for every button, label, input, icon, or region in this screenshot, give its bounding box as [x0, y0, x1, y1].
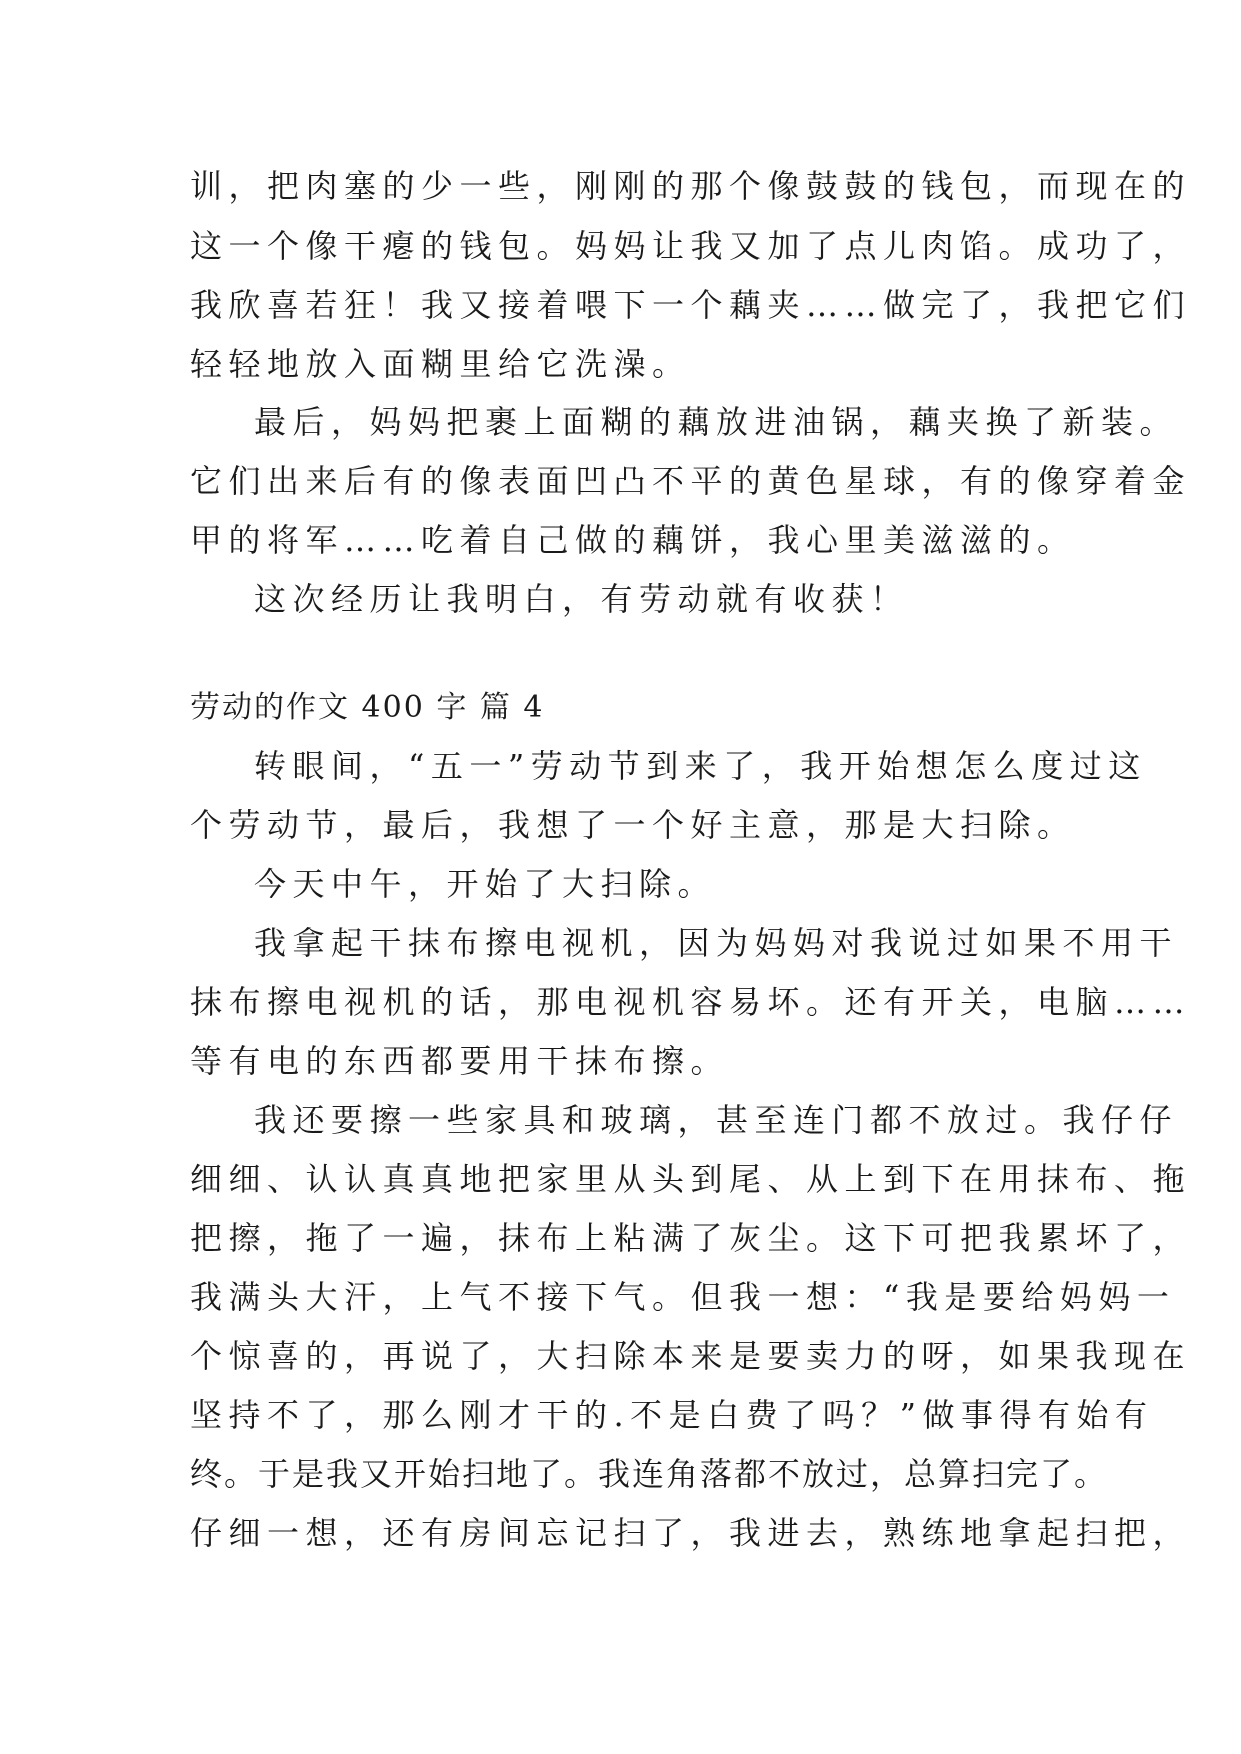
paragraph-line: 细细、认认真真地把家里从头到尾、从上到下在用抹布、拖: [190, 1160, 1192, 1198]
paragraph-line: 训，把肉塞的少一些，刚刚的那个像鼓鼓的钱包，而现在的: [190, 167, 1192, 205]
paragraph-line: 抹布擦电视机的话，那电视机容易坏。还有开关，电脑……: [190, 983, 1192, 1021]
paragraph-line: 我欣喜若狂！我又接着喂下一个藕夹……做完了，我把它们: [190, 286, 1192, 324]
paragraph-line: 个劳动节，最后，我想了一个好主意，那是大扫除。: [190, 806, 1076, 844]
paragraph-line: 今天中午，开始了大扫除。: [254, 865, 717, 903]
paragraph-line: 把擦，拖了一遍，抹布上粘满了灰尘。这下可把我累坏了，: [190, 1219, 1192, 1257]
paragraph-line: 仔细一想，还有房间忘记扫了，我进去，熟练地拿起扫把，: [190, 1514, 1192, 1552]
paragraph-line: 我满头大汗，上气不接下气。但我一想：“我是要给妈妈一: [190, 1278, 1176, 1316]
paragraph-line: 甲的将军……吃着自己做的藕饼，我心里美滋滋的。: [190, 521, 1076, 559]
paragraph-line: 终。于是我又开始扫地了。我连角落都不放过，总算扫完了。: [190, 1455, 1109, 1493]
section-heading: 劳动的作文 400 字 篇 4: [190, 690, 545, 725]
paragraph-line: 轻轻地放入面糊里给它洗澡。: [190, 345, 691, 383]
paragraph-line: 它们出来后有的像表面凹凸不平的黄色星球，有的像穿着金: [190, 462, 1192, 500]
paragraph-line: 个惊喜的，再说了，大扫除本来是要卖力的呀，如果我现在: [190, 1337, 1192, 1375]
paragraph-line: 最后，妈妈把裹上面糊的藕放进油锅，藕夹换了新装。: [254, 403, 1179, 441]
paragraph-line: 坚持不了，那么刚才干的.不是白费了吗？”做事得有始有: [190, 1396, 1154, 1434]
paragraph-line: 这次经历让我明白，有劳动就有收获！: [254, 580, 909, 618]
paragraph-line: 这一个像干瘪的钱包。妈妈让我又加了点儿肉馅。成功了，: [190, 227, 1192, 265]
paragraph-line: 等有电的东西都要用干抹布擦。: [190, 1042, 730, 1080]
paragraph-line: 我拿起干抹布擦电视机，因为妈妈对我说过如果不用干: [254, 924, 1179, 962]
paragraph-line: 我还要擦一些家具和玻璃，甚至连门都不放过。我仔仔: [254, 1101, 1179, 1139]
paragraph-line: 转眼间，“五一”劳动节到来了，我开始想怎么度过这: [254, 747, 1147, 785]
